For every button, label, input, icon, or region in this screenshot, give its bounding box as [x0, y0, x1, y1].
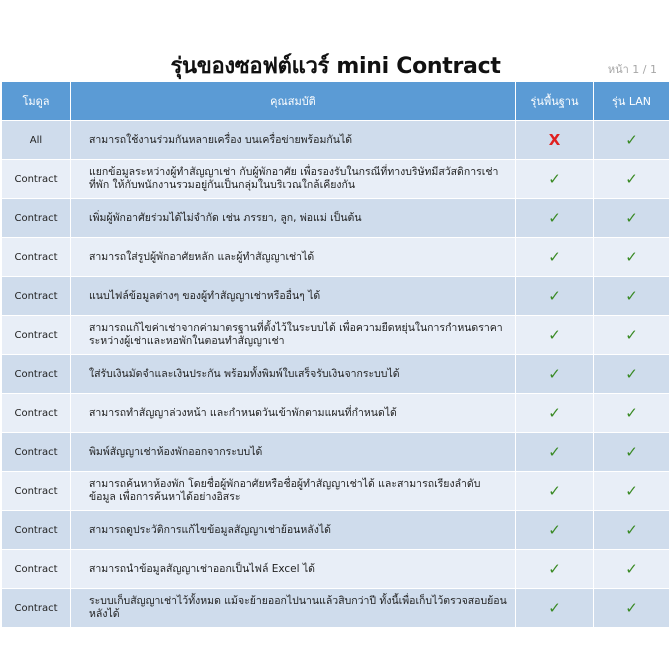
lan-cell [594, 550, 669, 589]
check-icon: ✓ [548, 326, 561, 344]
feature-cell: แยกข้อมูลระหว่างผู้ทำสัญญาเช่า กับผู้พักอาศัย เพื่อรองรับในกรณีที่ทางบริษัทมีสวัสดิการเช่าที่พัก ให้กับพนักงานรวมอยู่กันเป็นกลุ่มในบริเวณใกล้เคียงกัน [71, 160, 516, 199]
module-cell: Contract [2, 433, 71, 472]
table-row [2, 199, 669, 238]
basic-cell [516, 355, 594, 394]
table-row [2, 316, 669, 355]
lan-cell [594, 199, 669, 238]
table-row [2, 160, 669, 199]
lan-cell [594, 277, 669, 316]
module-cell: Contract [2, 277, 71, 316]
check-icon: ✓ [625, 560, 638, 578]
cross-icon: X [548, 131, 561, 149]
module-cell: Contract [2, 355, 71, 394]
table-row [2, 277, 669, 316]
check-icon: ✓ [625, 287, 638, 305]
feature-cell: สามารถนำข้อมูลสัญญาเช่าออกเป็นไฟล์ Excel ได้ [71, 550, 516, 589]
basic-cell [516, 277, 594, 316]
check-icon: ✓ [548, 404, 561, 422]
check-icon: ✓ [625, 365, 638, 383]
basic-cell [516, 121, 594, 160]
check-icon: ✓ [548, 365, 561, 383]
check-icon: ✓ [548, 248, 561, 266]
feature-cell: เพิ่มผู้พักอาศัยร่วมได้ไม่จำกัด เช่น ภรรยา, ลูก, พ่อแม่ เป็นต้น [71, 199, 516, 238]
module-cell: Contract [2, 238, 71, 277]
column-header-feature: คุณสมบัติ [71, 82, 516, 121]
table-row [2, 394, 669, 433]
check-icon: ✓ [548, 560, 561, 578]
feature-cell: สามารถใส่รูปผู้พักอาศัยหลัก และผู้ทำสัญญาเช่าได้ [71, 238, 516, 277]
check-icon: ✓ [548, 209, 561, 227]
table-row [2, 355, 669, 394]
check-icon: ✓ [625, 326, 638, 344]
check-icon: ✓ [625, 248, 638, 266]
lan-cell [594, 472, 669, 511]
lan-cell [594, 433, 669, 472]
check-icon: ✓ [548, 443, 561, 461]
module-cell: Contract [2, 160, 71, 199]
lan-cell [594, 316, 669, 355]
check-icon: ✓ [548, 521, 561, 539]
lan-cell [594, 160, 669, 199]
table-row [2, 121, 669, 160]
check-icon: ✓ [625, 443, 638, 461]
feature-cell: สามารถแก้ไขค่าเช่าจากค่ามาตรฐานที่ตั้งไว้ในระบบได้ เพื่อความยืดหยุ่นในการกำหนดราคาระหว่างผู้เช่าและหอพักในตอนทำสัญญาเช่า [71, 316, 516, 355]
check-icon: ✓ [625, 131, 638, 149]
page-indicator: หน้า 1 / 1 [607, 63, 657, 76]
lan-cell [594, 589, 669, 628]
column-header-module: โมดูล [2, 82, 71, 121]
check-icon: ✓ [625, 209, 638, 227]
check-icon: ✓ [548, 599, 561, 617]
lan-cell [594, 121, 669, 160]
column-header-basic: รุ่นพื้นฐาน [516, 82, 594, 121]
lan-cell [594, 355, 669, 394]
table-row [2, 511, 669, 550]
basic-cell [516, 433, 594, 472]
basic-cell [516, 511, 594, 550]
table-row [2, 589, 669, 628]
basic-cell [516, 238, 594, 277]
lan-cell [594, 394, 669, 433]
module-cell: Contract [2, 472, 71, 511]
column-header-lan: รุ่น LAN [594, 82, 669, 121]
module-cell: All [2, 121, 71, 160]
table-row [2, 550, 669, 589]
check-icon: ✓ [548, 170, 561, 188]
table-row [2, 433, 669, 472]
module-cell: Contract [2, 511, 71, 550]
check-icon: ✓ [625, 404, 638, 422]
feature-cell: สามารถดูประวัติการแก้ไขข้อมูลสัญญาเช่าย้อนหลังได้ [71, 511, 516, 550]
feature-cell: สามารถค้นหาห้องพัก โดยชื่อผู้พักอาศัยหรือชื่อผู้ทำสัญญาเช่าได้ และสามารถเรียงลำดับข้อมูล เพื่อการค้นหาได้อย่างอิสระ [71, 472, 516, 511]
feature-cell: ระบบเก็บสัญญาเช่าไว้ทั้งหมด แม้จะย้ายออกไปนานแล้วสิบกว่าปี ทั้งนี้เพื่อเก็บไว้ตรวจสอบย้อนหลังได้ [71, 589, 516, 628]
feature-cell: สามารถใช้งานร่วมกันหลายเครื่อง บนเครื่อข่ายพร้อมกันได้ [71, 121, 516, 160]
module-cell: Contract [2, 589, 71, 628]
basic-cell [516, 316, 594, 355]
table-row [2, 472, 669, 511]
feature-cell: สามารถทำสัญญาล่วงหน้า และกำหนดวันเข้าพักตามแผนที่กำหนดได้ [71, 394, 516, 433]
feature-cell: แนบไฟล์ข้อมูลต่างๆ ของผู้ทำสัญญาเช่าหรืออื่นๆ ได้ [71, 277, 516, 316]
check-icon: ✓ [548, 482, 561, 500]
check-icon: ✓ [548, 287, 561, 305]
check-icon: ✓ [625, 521, 638, 539]
basic-cell [516, 589, 594, 628]
basic-cell [516, 394, 594, 433]
check-icon: ✓ [625, 170, 638, 188]
module-cell: Contract [2, 394, 71, 433]
page-title: รุ่นของซอฟต์แวร์ mini Contract [170, 54, 501, 79]
check-icon: ✓ [625, 482, 638, 500]
feature-cell: พิมพ์สัญญาเช่าห้องพักออกจากระบบได้ [71, 433, 516, 472]
lan-cell [594, 238, 669, 277]
module-cell: Contract [2, 316, 71, 355]
module-cell: Contract [2, 199, 71, 238]
table-row [2, 238, 669, 277]
basic-cell [516, 472, 594, 511]
feature-comparison-table [2, 82, 669, 628]
basic-cell [516, 550, 594, 589]
basic-cell [516, 199, 594, 238]
module-cell: Contract [2, 550, 71, 589]
lan-cell [594, 511, 669, 550]
check-icon: ✓ [625, 599, 638, 617]
basic-cell [516, 160, 594, 199]
table-header-row [2, 82, 669, 121]
feature-cell: ใส่รับเงินมัดจำและเงินประกัน พร้อมทั้งพิมพ์ใบเสร็จรับเงินจากระบบได้ [71, 355, 516, 394]
